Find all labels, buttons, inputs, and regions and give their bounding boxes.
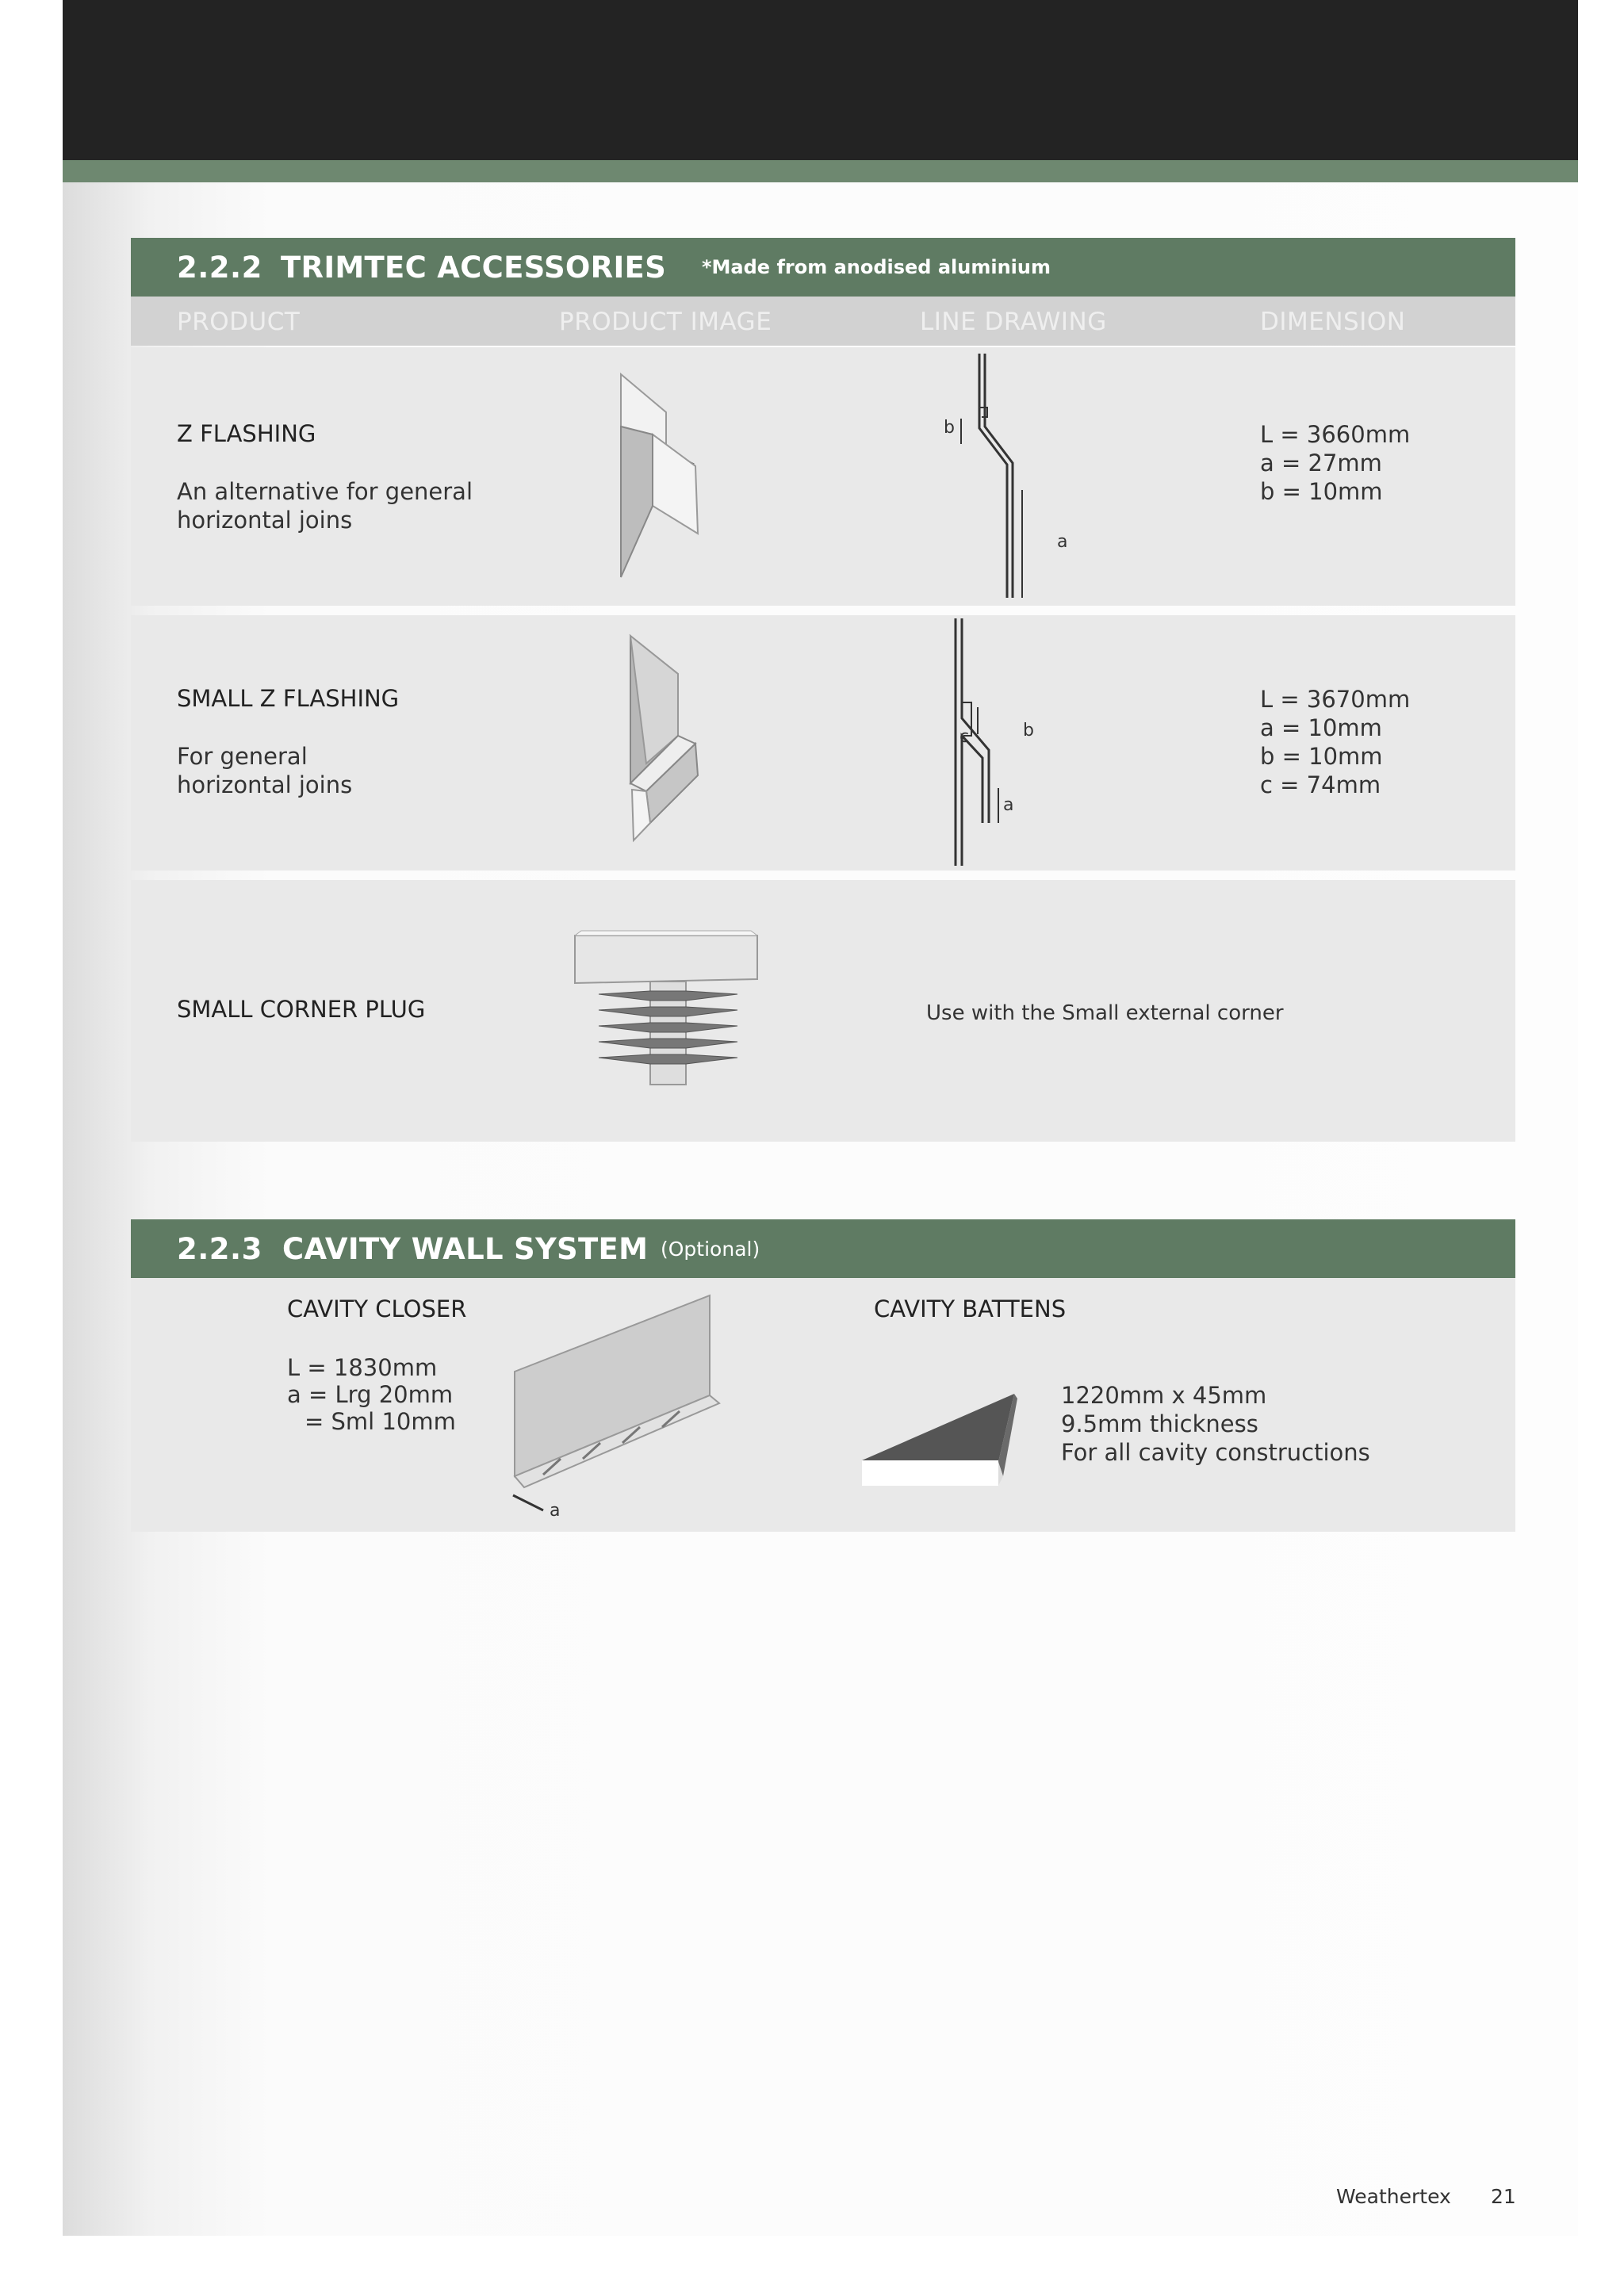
product-name: SMALL Z FLASHING [177,685,400,712]
column-header-product-image: PRODUCT IMAGE [559,308,772,336]
product-name: Z FLASHING [177,420,316,447]
page-number: 21 [1491,2185,1516,2208]
cavity-battens-details: 1220mm x 45mm 9.5mm thickness For all cavity constructions [1061,1382,1370,1466]
section-222-number: 2.2.2 [177,250,262,285]
small-z-label-b: b [1023,721,1034,740]
section-223-title: CAVITY WALL SYSTEM [282,1231,649,1266]
small-z-label-a: a [1003,795,1014,815]
table-column-headers [131,297,1515,346]
z-flashing-product-image [607,371,733,593]
table-row-small-corner-plug [131,880,1515,1142]
top-banner [63,0,1578,160]
column-header-line-drawing: LINE DRAWING [920,308,1107,336]
corner-plug-note: Use with the Small external corner [926,1001,1284,1025]
section-223-number: 2.2.3 [177,1231,262,1266]
section-223-note: (Optional) [661,1237,760,1261]
small-z-flashing-dimensions: L = 3670mm a = 10mm b = 10mm c = 74mm [1260,686,1411,798]
footer-brand: Weathertex [1336,2185,1451,2208]
cavity-battens-name: CAVITY BATTENS [874,1295,1067,1322]
z-flashing-dimensions: L = 3660mm a = 27mm b = 10mm [1260,421,1411,505]
small-z-label-c: c [959,727,970,747]
section-223-header [131,1219,1515,1278]
product-description: An alternative for general horizontal joins [177,478,473,534]
small-z-flashing-product-image [622,633,749,855]
cavity-wall-system-panel [131,1278,1515,1532]
z-flashing-line-drawing [932,347,1043,601]
cavity-batten-image [859,1387,1057,1498]
z-flashing-label-a: a [1057,532,1068,552]
table-row-z-flashing [131,347,1515,606]
top-accent-stripe [63,160,1578,182]
product-name: SMALL CORNER PLUG [177,996,426,1023]
cavity-closer-label-a: a [550,1501,561,1521]
column-header-product: PRODUCT [177,308,301,336]
cavity-closer-dimensions: L = 1830mm a = Lrg 20mm = Sml 10mm [287,1354,456,1435]
section-222-header [131,238,1515,297]
column-header-dimension: DIMENSION [1260,308,1406,336]
section-222-note: *Made from anodised aluminium [702,256,1051,278]
corner-plug-product-image [567,928,773,1102]
section-222-title: TRIMTEC ACCESSORIES [281,250,667,285]
z-flashing-label-b: b [944,418,955,438]
cavity-closer-name: CAVITY CLOSER [287,1295,467,1322]
product-description: For general horizontal joins [177,743,353,798]
cavity-closer-image [511,1292,733,1522]
table-row-small-z-flashing [131,615,1515,871]
